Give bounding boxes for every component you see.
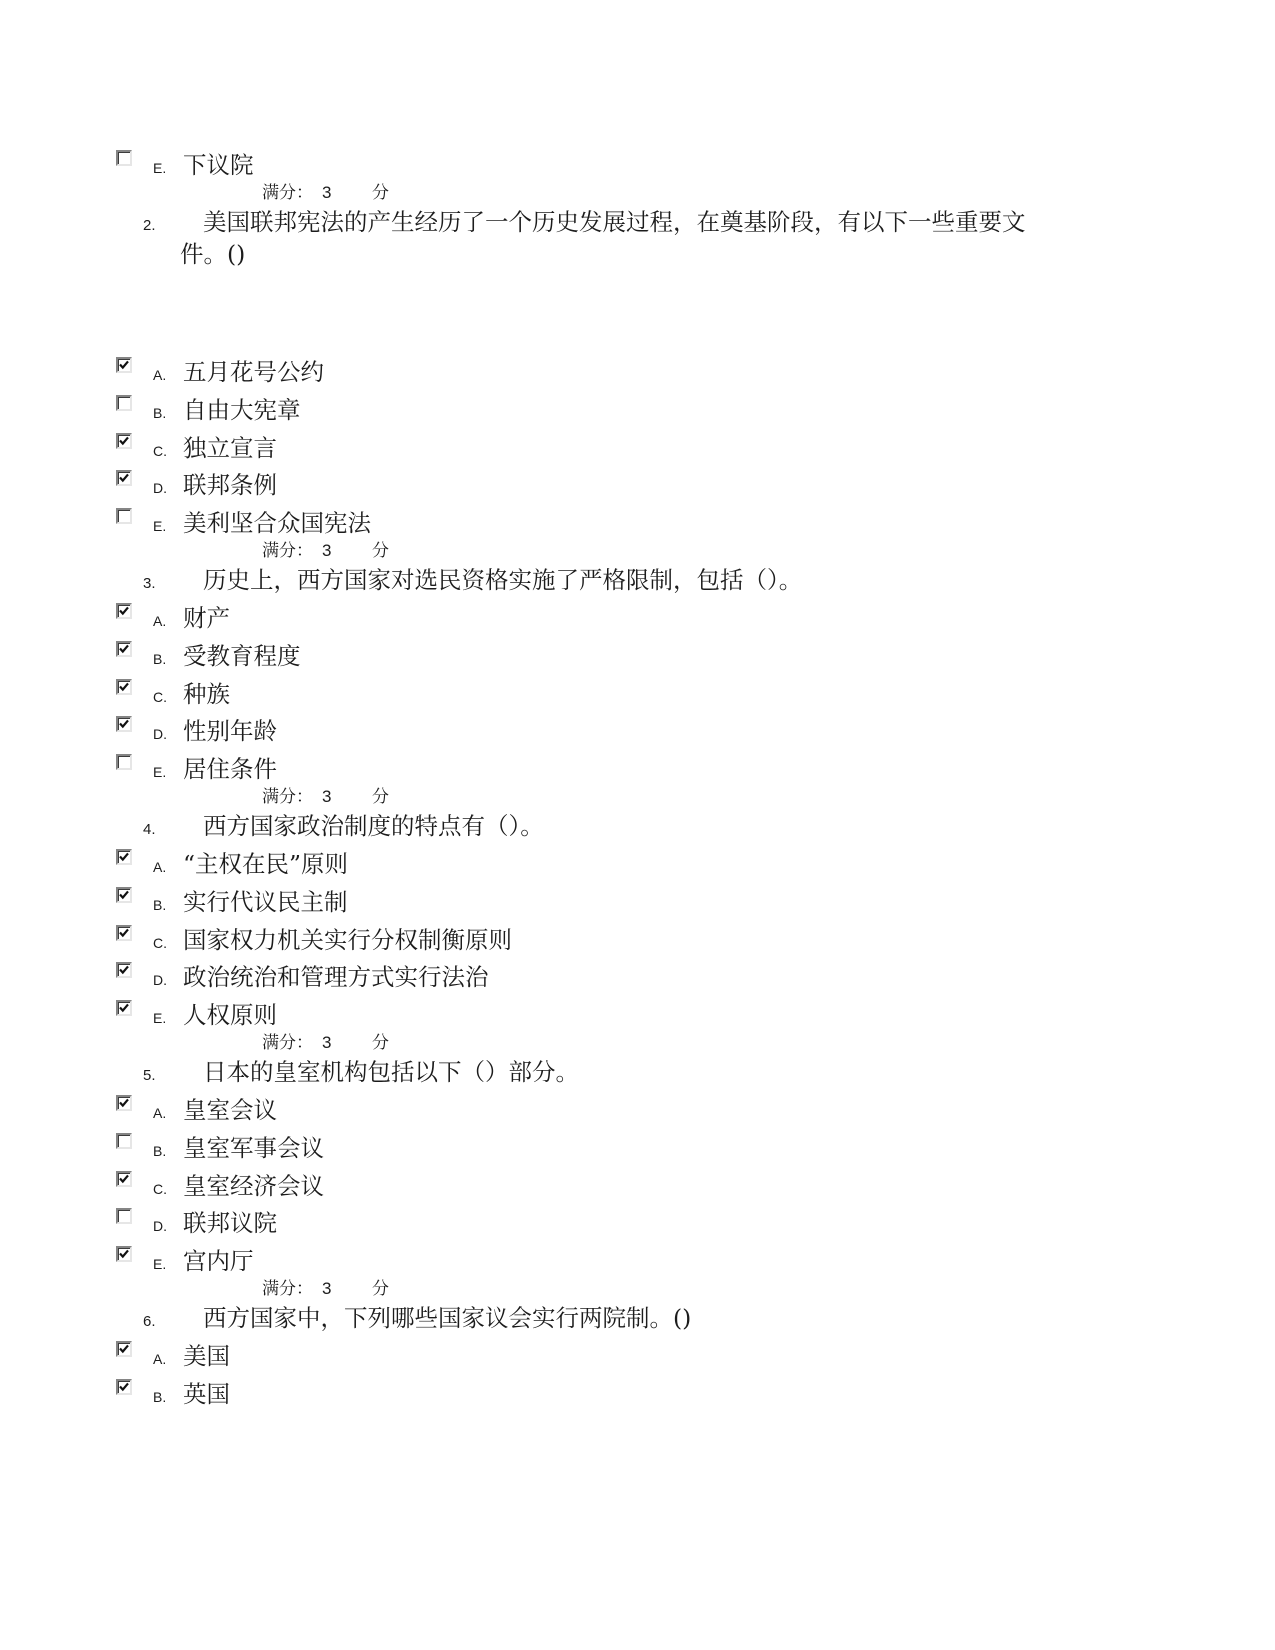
checkmark-icon (118, 643, 130, 655)
option-e-letter: E. (153, 1010, 167, 1026)
option-e-text: 宫内厅 (183, 1247, 254, 1275)
option-a-letter: A. (153, 1351, 167, 1367)
option-a-letter: A. (153, 859, 167, 875)
option-a-checkbox[interactable] (116, 357, 132, 373)
option-c-text: 独立宣言 (183, 433, 277, 462)
option-b-checkbox[interactable] (116, 1379, 132, 1395)
option-b-row (0, 1379, 1275, 1417)
option-c-row (0, 1171, 1275, 1209)
option-c-letter: C. (153, 1180, 167, 1197)
checkmark-icon (118, 681, 130, 693)
option-b-checkbox[interactable] (116, 641, 132, 657)
option-a-text: 美国 (183, 1342, 230, 1370)
question-6 (0, 1305, 1275, 1417)
option-d-text: 性别年龄 (183, 717, 277, 746)
option-b-letter: B. (153, 896, 167, 913)
score-value: 3 (322, 1033, 332, 1052)
option-c-checkbox[interactable] (116, 1171, 132, 1187)
question-number: 2. (143, 217, 156, 234)
option-a-text: 财产 (183, 604, 230, 632)
option-c-row (0, 679, 1275, 717)
checkmark-icon (118, 605, 130, 617)
option-d-letter: D. (153, 726, 167, 743)
option-a-checkbox[interactable] (116, 849, 132, 865)
option-d-letter: D. (153, 480, 167, 497)
option-e-checkbox[interactable] (116, 754, 132, 770)
checkmark-icon (118, 1248, 130, 1260)
option-e-checkbox[interactable] (116, 508, 132, 524)
checkmark-icon (118, 889, 130, 901)
score-label: 满分： (262, 1279, 313, 1299)
option-e-text: 美利坚合众国宪法 (183, 509, 371, 537)
score-line (0, 540, 1275, 567)
score-unit: 分 (372, 1279, 389, 1299)
score-label: 满分： (262, 1033, 313, 1053)
checkmark-icon (118, 472, 130, 484)
score-unit: 分 (372, 1033, 389, 1053)
score-unit: 分 (372, 787, 389, 807)
question-text: 西方国家政治制度的特点有（）。 (203, 812, 544, 840)
score-value: 3 (322, 541, 332, 560)
option-d-row (0, 470, 1275, 508)
question-text: 美国联邦宪法的产生经历了一个历史发展过程，在奠基阶段，有以下一些重要文 (203, 208, 1026, 236)
checkmark-icon (118, 851, 130, 863)
score-label: 满分： (262, 541, 313, 561)
option-a-row (0, 1341, 1275, 1379)
option-c-checkbox[interactable] (116, 433, 132, 449)
option-b-checkbox[interactable] (116, 1133, 132, 1149)
option-b-letter: B. (153, 650, 167, 667)
option-b-text: 受教育程度 (183, 641, 301, 670)
option-d-checkbox[interactable] (116, 470, 132, 486)
option-b-row (0, 887, 1275, 925)
option-a-letter: A. (153, 613, 167, 629)
checkmark-icon (118, 1381, 130, 1393)
option-b-checkbox[interactable] (116, 395, 132, 411)
question-text: 历史上，西方国家对选民资格实施了严格限制，包括（）。 (203, 566, 803, 594)
option-e-letter: E. (153, 160, 167, 176)
checkmark-icon (118, 718, 130, 730)
option-a-letter: A. (153, 1105, 167, 1121)
option-b-checkbox[interactable] (116, 887, 132, 903)
question-text: 日本的皇室机构包括以下（）部分。 (203, 1058, 579, 1086)
option-a-row (0, 1095, 1275, 1133)
option-b-text: 自由大宪章 (183, 395, 301, 424)
option-b-text: 英国 (183, 1379, 230, 1408)
question-2 (0, 209, 1275, 567)
option-c-letter: C. (153, 442, 167, 459)
score-label: 满分： (262, 787, 313, 807)
option-b-letter: B. (153, 404, 167, 421)
score-line (0, 1278, 1275, 1305)
option-c-checkbox[interactable] (116, 679, 132, 695)
score-value: 3 (322, 1279, 332, 1298)
option-a-checkbox[interactable] (116, 603, 132, 619)
question-header (0, 813, 1275, 849)
option-c-text: 种族 (183, 679, 230, 708)
question-number: 5. (143, 1067, 156, 1084)
option-a-checkbox[interactable] (116, 1341, 132, 1357)
question-number: 6. (143, 1313, 156, 1330)
question-4 (0, 813, 1275, 1059)
option-a-letter: A. (153, 367, 167, 383)
score-line (0, 182, 1275, 209)
option-b-text: 皇室军事会议 (183, 1133, 324, 1162)
option-d-checkbox[interactable] (116, 1208, 132, 1224)
option-e-text: 人权原则 (183, 1001, 277, 1029)
question-3 (0, 567, 1275, 813)
question-header (0, 209, 1275, 357)
checkmark-icon (118, 1002, 130, 1014)
option-c-row (0, 925, 1275, 963)
option-b-row (0, 641, 1275, 679)
question-header (0, 567, 1275, 603)
option-d-text: 联邦议院 (183, 1209, 277, 1238)
score-value: 3 (322, 787, 332, 806)
option-e-checkbox[interactable] (116, 1000, 132, 1016)
option-e-letter: E. (153, 518, 167, 534)
option-e-letter: E. (153, 1256, 167, 1272)
option-b-letter: B. (153, 1142, 167, 1159)
question-number: 3. (143, 575, 156, 592)
question-number: 4. (143, 821, 156, 838)
option-d-checkbox[interactable] (116, 962, 132, 978)
option-a-checkbox[interactable] (116, 1095, 132, 1111)
score-label: 满分： (262, 183, 313, 203)
option-c-text: 皇室经济会议 (183, 1171, 324, 1200)
question-5 (0, 1059, 1275, 1305)
option-e-checkbox[interactable] (116, 150, 132, 166)
checkmark-icon (118, 964, 130, 976)
option-d-text: 政治统治和管理方式实行法治 (183, 963, 489, 992)
option-c-checkbox[interactable] (116, 925, 132, 941)
option-a-text: 皇室会议 (183, 1096, 277, 1124)
option-a-row (0, 603, 1275, 641)
question-text: 西方国家中，下列哪些国家议会实行两院制。() (203, 1304, 692, 1332)
option-c-row (0, 433, 1275, 471)
question-header (0, 1059, 1275, 1095)
option-b-row (0, 395, 1275, 433)
option-d-letter: D. (153, 1218, 167, 1235)
continued-question (0, 150, 1275, 209)
checkmark-icon (118, 435, 130, 447)
question-header (0, 1305, 1275, 1341)
option-c-letter: C. (153, 688, 167, 705)
score-line (0, 786, 1275, 813)
score-unit: 分 (372, 183, 389, 203)
option-b-letter: B. (153, 1388, 167, 1405)
option-d-checkbox[interactable] (116, 716, 132, 732)
option-d-row (0, 716, 1275, 754)
option-c-text: 国家权力机关实行分权制衡原则 (183, 925, 512, 954)
checkmark-icon (118, 927, 130, 939)
option-d-row (0, 1208, 1275, 1246)
score-unit: 分 (372, 541, 389, 561)
quiz-content (0, 150, 1275, 1417)
checkmark-icon (118, 1097, 130, 1109)
option-a-row (0, 849, 1275, 887)
option-e-text: 居住条件 (183, 755, 277, 783)
checkmark-icon (118, 1343, 130, 1355)
option-a-text: “主权在民”原则 (183, 850, 349, 878)
option-b-text: 实行代议民主制 (183, 887, 348, 916)
score-line (0, 1032, 1275, 1059)
option-e-text: 下议院 (183, 151, 254, 179)
option-e-letter: E. (153, 764, 167, 780)
option-b-row (0, 1133, 1275, 1171)
option-e-checkbox[interactable] (116, 1246, 132, 1262)
checkmark-icon (118, 359, 130, 371)
question-text: 件。() (180, 240, 246, 268)
score-value: 3 (322, 183, 332, 202)
option-a-text: 五月花号公约 (183, 358, 324, 386)
option-c-letter: C. (153, 934, 167, 951)
checkmark-icon (118, 1173, 130, 1185)
option-d-text: 联邦条例 (183, 471, 277, 500)
option-d-letter: D. (153, 972, 167, 989)
option-a-row (0, 357, 1275, 395)
option-d-row (0, 962, 1275, 1000)
